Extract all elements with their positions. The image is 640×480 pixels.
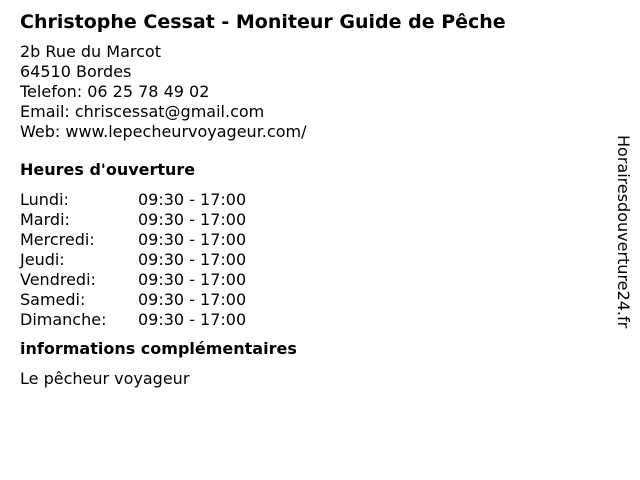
phone-number: Telefon: 06 25 78 49 02 [20, 82, 210, 101]
time-range: 09:30 - 17:00 [138, 290, 247, 309]
watermark-container [613, 135, 633, 375]
hours-row [20, 230, 246, 250]
watermark-text: Horairesdouverture24.fr [614, 135, 633, 329]
website: Web: www.lepecheurvoyageur.com/ [20, 122, 307, 141]
day-label: Mardi: [20, 210, 70, 229]
email-address: Email: chriscessat@gmail.com [20, 102, 265, 121]
time-range: 09:30 - 17:00 [138, 190, 247, 209]
opening-hours-table [20, 190, 246, 330]
day-label: Lundi: [20, 190, 69, 209]
day-label: Samedi: [20, 290, 86, 309]
day-label: Vendredi: [20, 270, 96, 289]
hours-row [20, 270, 246, 290]
time-range: 09:30 - 17:00 [138, 210, 247, 229]
additional-info-text: Le pêcheur voyageur [20, 369, 190, 388]
contact-block [20, 42, 600, 142]
opening-hours-heading: Heures d'ouverture [20, 160, 196, 179]
hours-row [20, 210, 246, 230]
postal-city: 64510 Bordes [20, 62, 132, 81]
hours-row [20, 190, 246, 210]
time-range: 09:30 - 17:00 [138, 270, 247, 289]
day-label: Jeudi: [20, 250, 65, 269]
time-range: 09:30 - 17:00 [138, 230, 247, 249]
time-range: 09:30 - 17:00 [138, 250, 247, 269]
day-label: Mercredi: [20, 230, 95, 249]
day-label: Dimanche: [20, 310, 107, 329]
hours-row [20, 310, 246, 330]
business-card [20, 9, 600, 389]
additional-info-heading: informations complémentaires [20, 339, 297, 358]
business-name: Christophe Cessat - Moniteur Guide de Pêche [20, 11, 506, 33]
hours-row [20, 250, 246, 270]
street-address: 2b Rue du Marcot [20, 42, 161, 61]
hours-row [20, 290, 246, 310]
time-range: 09:30 - 17:00 [138, 310, 247, 329]
